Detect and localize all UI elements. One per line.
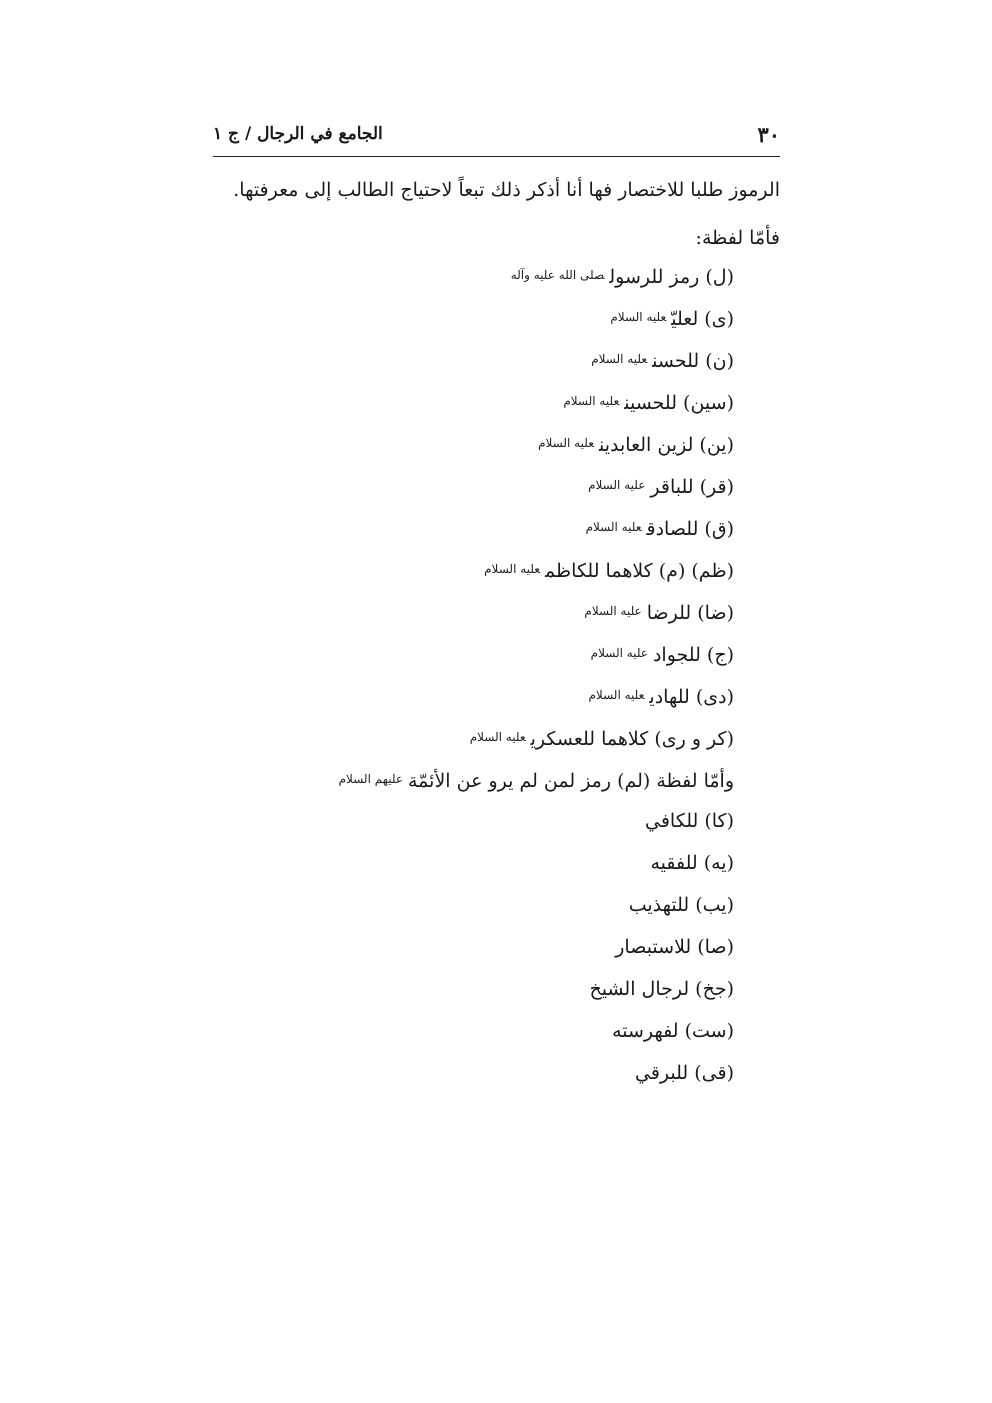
abbreviation-entry [254,590,734,632]
honorific-glyph: عليه السلام [591,352,648,366]
honorific-glyph: صلى الله عليه وآله [510,268,605,282]
entry-text: (كر و رى) كلاهما للعسكري [530,728,734,750]
honorific-glyph: عليه السلام [588,688,645,702]
abbreviation-entry [254,674,734,716]
honorific-glyph: عليه السلام [584,604,642,618]
honorific-glyph: عليه السلام [588,478,646,492]
honorific-glyph: عليهم السلام [338,772,403,786]
entry-text: (ل) رمز للرسول [609,266,734,288]
abbreviation-entry [254,632,734,674]
entry-text: (قى) للبرقي [635,1062,734,1084]
honorific-glyph: عليه السلام [563,394,620,408]
entry-text: (ن) للحسن [652,350,734,372]
entry-text: (كا) للكافي [645,810,734,832]
abbreviation-entry [254,1010,734,1052]
entry-text: (جخ) لرجال الشيخ [589,978,734,1000]
abbreviation-entry [254,1052,734,1094]
running-title: الجامع في الرجال / ج ١ [213,124,383,144]
entry-text: (يب) للتهذيب [628,894,734,916]
honorific-glyph: عليه السلام [469,730,526,744]
entry-text: (ى) لعليّ [671,308,734,330]
abbreviation-entry [254,800,734,842]
honorific-glyph: عليه السلام [590,646,648,660]
entry-text: (ين) لزين العابدين [599,434,734,456]
entry-text: (ق) للصادق [646,518,734,540]
entry-text: (سين) للحسين [624,392,734,414]
abbreviation-entry [254,842,734,884]
abbreviation-entry [254,422,734,464]
entry-text: (صا) للاستبصار [615,936,734,958]
abbreviation-entry [254,506,734,548]
abbreviation-entry [254,716,734,758]
abbreviation-entry [254,464,734,506]
entry-text: (ضا) للرضا [646,602,734,624]
abbreviation-entry [254,296,734,338]
page-header [213,118,780,157]
page-number: ٣٠ [757,122,780,147]
entry-text: (يه) للفقيه [650,852,734,874]
abbreviation-list [254,254,734,1094]
intro-paragraph: الرموز طلبا للاختصار فها أنا أذكر ذلك تبعاً لاحتياج الطالب إلى معرفتها. فأمّا لفظة: [233,179,780,249]
honorific-glyph: عليه السلام [538,436,594,450]
abbreviation-entry [254,758,734,800]
entry-text: (ج) للجواد [652,644,734,666]
abbreviation-entry [254,968,734,1010]
abbreviation-entry [254,338,734,380]
entry-text: وأمّا لفظة (لم) رمز لمن لم يرو عن الأئمّة [408,770,734,792]
entry-text: (ظم) (م) كلاهما للكاظم [545,560,734,582]
honorific-glyph: عليه السلام [484,562,541,576]
entry-text: (ست) لفهرسته [612,1020,734,1042]
honorific-glyph: عليه السلام [585,520,642,534]
abbreviation-entry [254,254,734,296]
abbreviation-entry [254,380,734,422]
entry-text: (قر) للباقر [650,476,734,498]
entry-text: (دى) للهادي [649,686,734,708]
abbreviation-entry [254,926,734,968]
honorific-glyph: عليه السلام [610,310,667,324]
abbreviation-entry [254,548,734,590]
abbreviation-entry [254,884,734,926]
